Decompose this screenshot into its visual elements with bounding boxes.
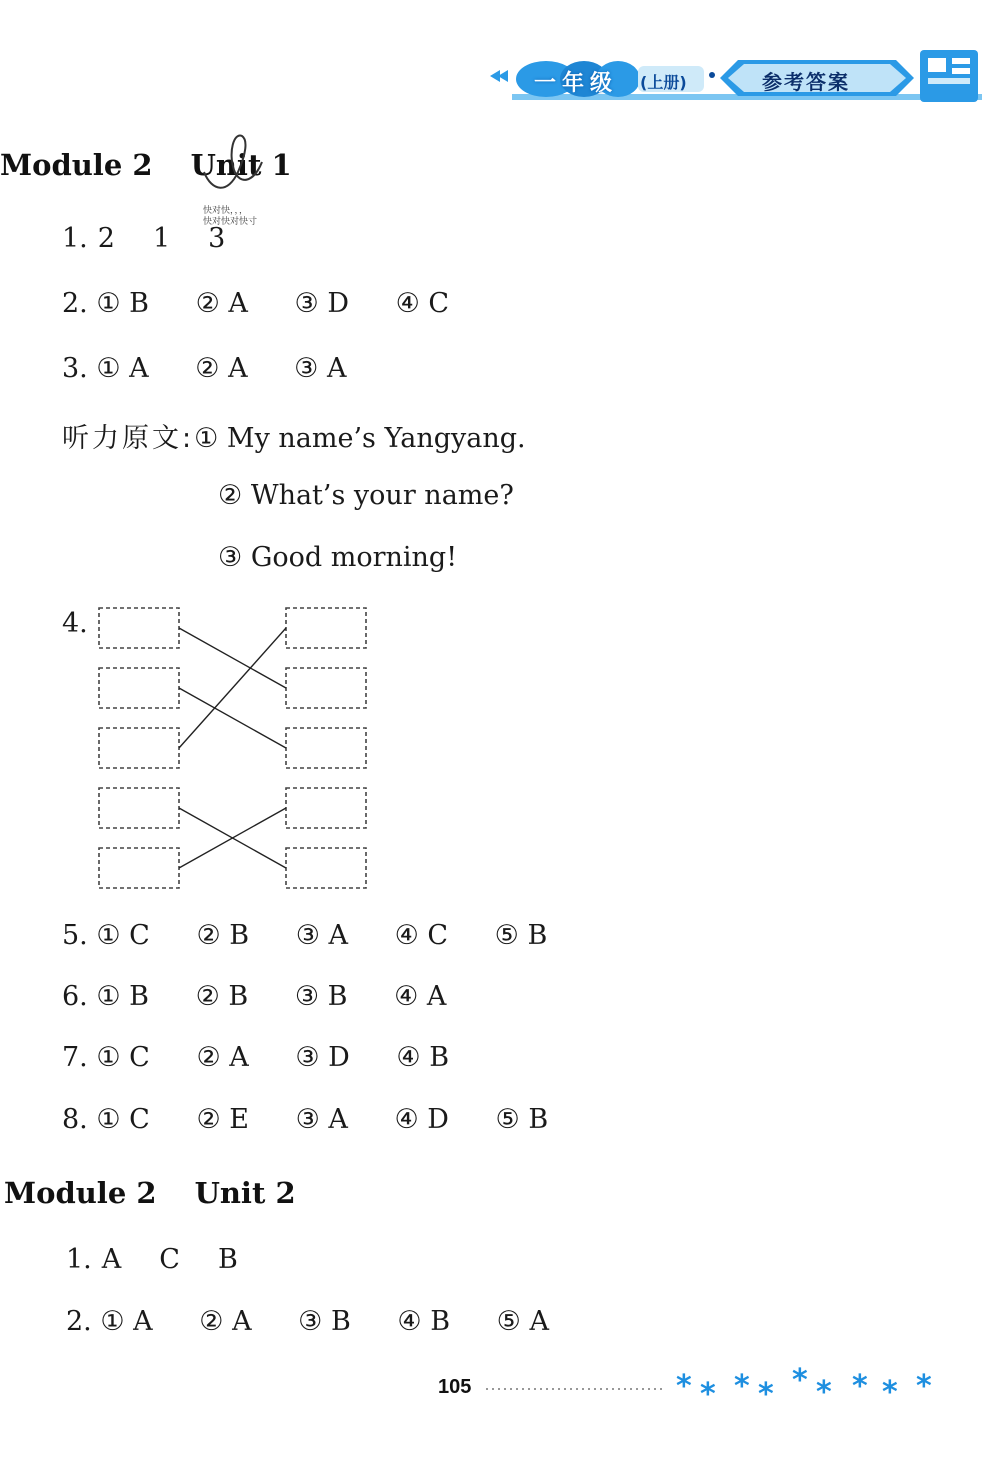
answer: C [159,1244,180,1275]
item-marker: ③ [295,1104,320,1135]
item-marker: ① [96,981,121,1012]
s2-question-1 [66,1244,238,1275]
item-marker: ② [196,1104,221,1135]
item-marker: ⑤ [496,1306,521,1337]
svg-text:*: * [916,1369,932,1404]
item-marker: ② [196,1042,221,1073]
answer: B [228,981,249,1012]
section-2-title [4,1176,296,1210]
item-marker: ① [96,288,121,319]
listening-text: My name’s Yangyang. [226,423,526,454]
left-box [99,728,179,768]
answer: 2 [97,223,115,254]
item-marker: ③ [298,1306,323,1337]
svg-text:*: * [816,1375,832,1410]
listening-line-3 [218,542,457,573]
listening-text: What’s your name? [250,480,514,511]
answer: B [217,1244,238,1275]
answer: A [328,1104,348,1135]
item-marker: ③ [294,288,319,319]
note-line: 快对快对快寸 [203,217,258,227]
question-number: 7. [62,1042,88,1073]
item-marker: ① [96,1042,121,1073]
answer: D [427,1104,449,1135]
answer: A [101,1244,122,1275]
question-number: 1. [66,1244,92,1275]
match-line [179,628,286,688]
s1-question-3 [62,353,346,384]
s1-question-5 [62,920,547,951]
item-marker: ④ [396,1042,421,1073]
svg-text:*: * [758,1377,774,1412]
dotted-leader [486,1384,666,1394]
listening-text: Good morning! [250,542,458,573]
item-marker: ② [195,353,220,384]
item-marker: ③ [218,542,243,573]
header-term: (上册) [640,73,687,92]
answer: B [429,1042,450,1073]
listening-label: 听力原文: [62,423,195,454]
answer: B [527,920,548,951]
item-marker: ② [199,1306,224,1337]
svg-text:*: * [882,1375,898,1410]
item-marker: ② [196,920,221,951]
note-line: 快对快，，， [203,206,249,216]
answer: D [328,1042,350,1073]
answer: E [229,1104,249,1135]
svg-text:*: * [734,1369,750,1404]
question-number: 1. [62,223,88,254]
match-line [179,688,286,748]
answer: A [529,1306,549,1337]
left-box [99,848,179,888]
answer: A [229,1042,249,1073]
question-number: 3. [62,353,88,384]
item-marker: ② [195,288,220,319]
right-box [286,728,366,768]
item-marker: ④ [394,920,419,951]
svg-text:*: * [852,1369,868,1404]
answer: 1 [152,223,171,254]
question-number: 2. [66,1306,92,1337]
answer: A [326,353,347,384]
module-label: Module 2 [4,1176,157,1210]
answer: C [129,1104,150,1135]
answer: C [129,920,150,951]
item-marker: ② [218,480,243,511]
answer: 3 [208,223,226,254]
item-marker: ① [100,1306,125,1337]
decorative-stars-icon [676,1362,976,1412]
page-number: 105 [438,1376,472,1398]
question-number: 8. [62,1104,88,1135]
answer: B [430,1306,451,1337]
answer: B [129,981,150,1012]
answer: A [129,353,149,384]
svg-text:*: * [676,1369,692,1404]
left-box [99,608,179,648]
question-number: 5. [62,920,88,951]
item-marker: ① [96,353,121,384]
question-number: 6. [62,981,88,1012]
answer: B [528,1104,549,1135]
answer: B [330,1306,351,1337]
answer: C [129,1042,150,1073]
header-answers-label: 参考答案 [762,70,850,94]
answer: A [426,981,447,1012]
item-marker: ③ [295,1042,320,1073]
listening-line-1 [62,416,526,455]
item-marker: ④ [395,288,420,319]
match-line [179,628,286,748]
answer: C [428,288,450,319]
unit-label: Unit 2 [194,1176,296,1210]
item-marker: ① [96,920,121,951]
checkmark-scribble [198,132,268,202]
left-box [99,668,179,708]
svg-text:*: * [792,1363,808,1398]
listening-line-2 [218,480,514,511]
s1-question-2 [62,288,449,319]
s1-question-4-number: 4. [62,608,88,639]
item-marker: ⑤ [495,1104,520,1135]
item-marker: ③ [294,981,320,1012]
answer: B [327,981,348,1012]
s1-question-8 [62,1104,548,1135]
item-marker: ⑤ [494,920,519,951]
unit-label: Unit 1 [190,148,292,182]
s1-question-7 [62,1042,449,1073]
item-marker: ① [194,423,219,454]
header-grade: 一年级 [534,71,619,96]
answer: D [327,288,349,319]
answer: B [129,288,150,319]
svg-text:*: * [700,1377,716,1412]
answer: A [328,920,348,951]
item-marker: ② [195,981,220,1012]
right-box [286,788,366,828]
s1-question-1 [62,223,225,254]
right-box [286,848,366,888]
s2-question-2 [66,1306,549,1337]
item-marker: ④ [394,981,419,1012]
item-marker: ④ [394,1104,419,1135]
s1-question-6 [62,981,446,1012]
answer: A [228,288,248,319]
right-box [286,668,366,708]
module-label: Module 2 [0,148,153,182]
question-number: 2. [62,288,88,319]
answer: C [427,920,449,951]
item-marker: ③ [295,920,320,951]
left-box [99,788,179,828]
answer: A [232,1306,252,1337]
answer: A [133,1306,153,1337]
item-marker: ④ [397,1306,422,1337]
matching-diagram [96,604,371,894]
answer: B [229,920,250,951]
item-marker: ③ [294,353,319,384]
right-box [286,608,366,648]
answer: A [228,353,248,384]
item-marker: ① [96,1104,121,1135]
